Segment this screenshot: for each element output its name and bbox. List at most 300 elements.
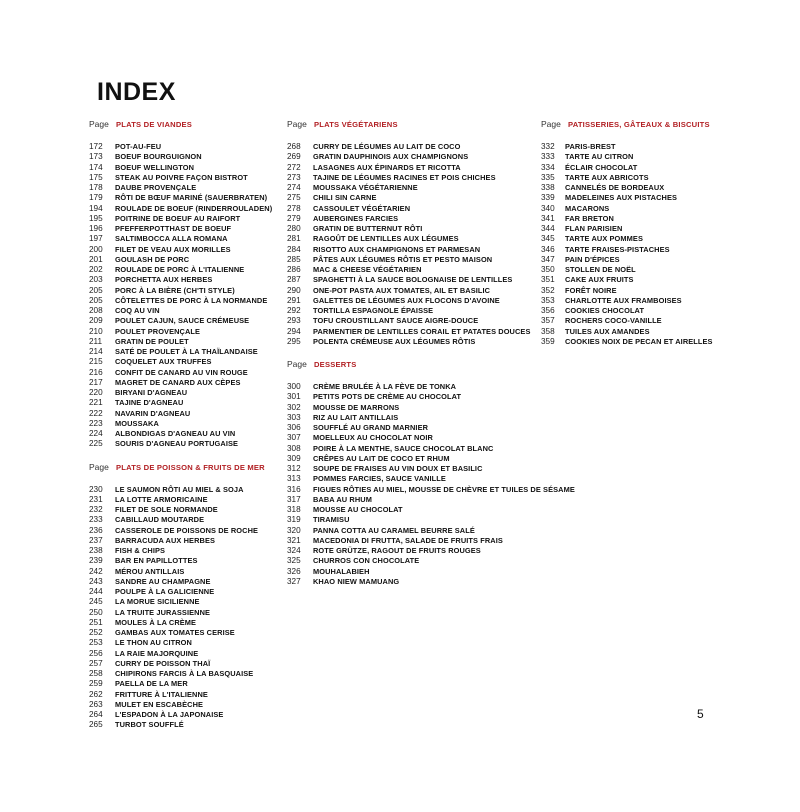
index-entry bbox=[541, 183, 713, 193]
entry-recipe-title: GALETTES DE LÉGUMES AUX FLOCONS D'AVOINE bbox=[313, 295, 500, 305]
entry-recipe-title: ROTE GRÜTZE, RAGOUT DE FRUITS ROUGES bbox=[313, 546, 481, 555]
entry-page-number: 319 bbox=[287, 515, 301, 525]
page-number: 5 bbox=[697, 707, 704, 721]
entry-recipe-title: STOLLEN DE NOËL bbox=[565, 265, 636, 274]
entry-page-number: 211 bbox=[89, 336, 103, 346]
entry-recipe-title: POMMES FARCIES, SAUCE VANILLE bbox=[313, 474, 446, 484]
index-entry bbox=[89, 183, 272, 193]
entry-page-number: 233 bbox=[89, 515, 103, 525]
index-entry bbox=[287, 444, 575, 454]
entry-page-number: 203 bbox=[89, 275, 103, 285]
section-header-viandes bbox=[89, 119, 272, 133]
entry-page-number: 238 bbox=[89, 546, 103, 555]
index-entry bbox=[89, 255, 272, 265]
index-entry bbox=[541, 255, 713, 265]
entry-recipe-title: POITRINE DE BOEUF AU RAIFORT bbox=[115, 213, 241, 223]
index-column-2 bbox=[287, 119, 575, 587]
entry-recipe-title: POULET PROVENÇALE bbox=[115, 326, 201, 336]
entry-page-number: 302 bbox=[287, 402, 301, 412]
entry-page-number: 292 bbox=[287, 306, 301, 315]
index-entry bbox=[89, 357, 272, 367]
entry-recipe-title: TARTE AUX POMMES bbox=[565, 234, 643, 244]
entry-page-number: 225 bbox=[89, 439, 103, 449]
entry-page-number: 290 bbox=[287, 285, 301, 295]
entry-page-number: 196 bbox=[89, 224, 103, 233]
index-entry bbox=[287, 495, 575, 505]
entry-page-number: 222 bbox=[89, 408, 103, 418]
index-entry bbox=[287, 152, 575, 162]
entry-recipe-title: TAJINE D'AGNEAU bbox=[115, 398, 184, 408]
entry-recipe-title: SOURIS D'AGNEAU PORTUGAISE bbox=[115, 439, 239, 449]
index-entry bbox=[89, 327, 272, 337]
entry-page-number: 340 bbox=[541, 203, 555, 213]
entry-recipe-title: LA TRUITE JURASSIENNE bbox=[115, 607, 211, 617]
entries-poisson bbox=[89, 485, 272, 731]
index-entry bbox=[89, 347, 272, 357]
index-entry bbox=[287, 296, 575, 306]
entry-recipe-title: POLENTA CRÉMEUSE AUX LÉGUMES RÔTIS bbox=[313, 336, 476, 346]
entry-recipe-title: PORCHETTA AUX HERBES bbox=[115, 275, 213, 285]
entry-recipe-title: FRITTURE À L'ITALIENNE bbox=[115, 689, 208, 699]
entry-page-number: 245 bbox=[89, 597, 103, 607]
entry-page-number: 264 bbox=[89, 710, 103, 719]
entry-recipe-title: CAKE AUX FRUITS bbox=[565, 275, 634, 285]
index-entry bbox=[541, 163, 713, 173]
entry-recipe-title: COOKIES CHOCOLAT bbox=[565, 306, 645, 315]
index-entry bbox=[287, 515, 575, 525]
entry-page-number: 173 bbox=[89, 152, 103, 162]
index-column-1 bbox=[89, 119, 272, 731]
index-entry bbox=[287, 413, 575, 423]
page-label: Page bbox=[287, 359, 307, 369]
entry-page-number: 178 bbox=[89, 183, 103, 192]
section-title-viandes: PLATS DE VIANDES bbox=[116, 120, 193, 129]
entry-page-number: 202 bbox=[89, 265, 103, 274]
index-entry bbox=[89, 378, 272, 388]
index-entry bbox=[287, 204, 575, 214]
entry-recipe-title: CRÈME BRULÉE À LA FÈVE DE TONKA bbox=[313, 382, 457, 391]
entry-page-number: 301 bbox=[287, 392, 301, 402]
index-entry bbox=[89, 234, 272, 244]
entry-recipe-title: SATÉ DE POULET À LA THAÏLANDAISE bbox=[115, 347, 258, 356]
entry-recipe-title: MULET EN ESCABÈCHE bbox=[115, 699, 204, 709]
entry-page-number: 351 bbox=[541, 275, 555, 285]
entry-page-number: 209 bbox=[89, 316, 103, 326]
entry-recipe-title: FLAN PARISIEN bbox=[565, 224, 623, 233]
entry-page-number: 253 bbox=[89, 638, 103, 648]
entry-recipe-title: PAIN D'ÉPICES bbox=[565, 254, 620, 264]
entry-page-number: 263 bbox=[89, 699, 103, 709]
entry-page-number: 325 bbox=[287, 556, 301, 566]
entry-page-number: 344 bbox=[541, 224, 555, 233]
entries-vegetariens bbox=[287, 142, 575, 347]
entry-page-number: 324 bbox=[287, 546, 301, 555]
entry-recipe-title: GOULASH DE PORC bbox=[115, 254, 190, 264]
entry-recipe-title: RISOTTO AUX CHAMPIGNONS ET PARMESAN bbox=[313, 244, 481, 254]
entry-recipe-title: FILET DE SOLE NORMANDE bbox=[115, 505, 218, 514]
entry-page-number: 259 bbox=[89, 679, 103, 689]
entry-recipe-title: MOELLEUX AU CHOCOLAT NOIR bbox=[313, 433, 433, 443]
section-title-desserts: DESSERTS bbox=[314, 360, 357, 369]
entry-recipe-title: MOUHALABIEH bbox=[313, 566, 370, 576]
section-header-desserts bbox=[287, 359, 575, 373]
entry-recipe-title: PANNA COTTA AU CARAMEL BEURRE SALÉ bbox=[313, 525, 475, 535]
entry-page-number: 208 bbox=[89, 306, 103, 315]
entry-page-number: 316 bbox=[287, 484, 301, 494]
index-entry bbox=[541, 234, 713, 244]
index-entry bbox=[89, 495, 272, 505]
entry-recipe-title: TURBOT SOUFFLÉ bbox=[115, 720, 184, 730]
index-entry bbox=[89, 546, 272, 556]
entry-recipe-title: MACARONS bbox=[565, 203, 610, 213]
index-entry bbox=[89, 690, 272, 700]
entry-recipe-title: FIGUES RÔTIES AU MIEL, MOUSSE DE CHÈVRE ET TUILES DE SÉSAME bbox=[313, 484, 575, 494]
index-entry bbox=[287, 382, 575, 392]
entry-page-number: 303 bbox=[287, 412, 301, 422]
entry-page-number: 338 bbox=[541, 183, 555, 192]
entry-page-number: 317 bbox=[287, 494, 301, 504]
entry-page-number: 201 bbox=[89, 254, 103, 264]
entry-recipe-title: MOUSSE AU CHOCOLAT bbox=[313, 505, 403, 514]
entry-recipe-title: COOKIES NOIX DE PECAN ET AIRELLES bbox=[565, 336, 713, 346]
entry-recipe-title: CÔTELETTES DE PORC À LA NORMANDE bbox=[115, 295, 268, 305]
entry-recipe-title: FISH & CHIPS bbox=[115, 546, 166, 555]
index-entry bbox=[287, 474, 575, 484]
index-entry bbox=[89, 316, 272, 326]
entry-recipe-title: PFEFFERPOTTHAST DE BOEUF bbox=[115, 224, 232, 233]
entry-page-number: 345 bbox=[541, 234, 555, 244]
entry-recipe-title: BABA AU RHUM bbox=[313, 494, 372, 504]
entry-recipe-title: LE SAUMON RÔTI AU MIEL & SOJA bbox=[115, 484, 244, 494]
entry-page-number: 272 bbox=[287, 162, 301, 172]
index-entry bbox=[287, 567, 575, 577]
entry-page-number: 359 bbox=[541, 336, 555, 346]
index-entry bbox=[287, 546, 575, 556]
page-title: INDEX bbox=[97, 78, 176, 106]
index-entry bbox=[541, 286, 713, 296]
index-entry bbox=[287, 403, 575, 413]
index-entry bbox=[287, 193, 575, 203]
entry-page-number: 358 bbox=[541, 326, 555, 336]
index-entry bbox=[89, 398, 272, 408]
entry-page-number: 294 bbox=[287, 326, 301, 336]
index-entry bbox=[287, 526, 575, 536]
entry-page-number: 269 bbox=[287, 152, 301, 162]
index-entry bbox=[89, 608, 272, 618]
entry-recipe-title: BAR EN PAPILLOTTES bbox=[115, 556, 198, 566]
index-entry bbox=[89, 567, 272, 577]
index-column-3 bbox=[541, 119, 713, 347]
entry-recipe-title: CHARLOTTE AUX FRAMBOISES bbox=[565, 295, 682, 305]
index-entry bbox=[287, 316, 575, 326]
index-entry bbox=[89, 587, 272, 597]
section-header-vegetariens bbox=[287, 119, 575, 133]
entry-page-number: 306 bbox=[287, 423, 301, 432]
entry-recipe-title: BARRACUDA AUX HERBES bbox=[115, 535, 215, 545]
entry-page-number: 215 bbox=[89, 357, 103, 367]
index-entry bbox=[541, 204, 713, 214]
entry-recipe-title: AUBERGINES FARCIES bbox=[313, 213, 399, 223]
entry-recipe-title: MACEDONIA DI FRUTTA, SALADE DE FRUITS FRAIS bbox=[313, 535, 503, 545]
entry-page-number: 326 bbox=[287, 566, 301, 576]
index-entry bbox=[287, 556, 575, 566]
entry-page-number: 258 bbox=[89, 669, 103, 678]
entry-page-number: 217 bbox=[89, 377, 103, 387]
entry-recipe-title: MAC & CHEESE VÉGÉTARIEN bbox=[313, 265, 422, 274]
page-label: Page bbox=[287, 119, 307, 129]
index-entry bbox=[89, 142, 272, 152]
entry-page-number: 327 bbox=[287, 576, 301, 586]
index-entry bbox=[541, 316, 713, 326]
entry-page-number: 243 bbox=[89, 576, 103, 586]
entry-page-number: 174 bbox=[89, 162, 103, 172]
index-entry bbox=[287, 485, 575, 495]
entry-page-number: 295 bbox=[287, 336, 301, 346]
entry-recipe-title: SOUFFLÉ AU GRAND MARNIER bbox=[313, 423, 429, 432]
entry-page-number: 312 bbox=[287, 464, 301, 473]
section-header-patisseries bbox=[541, 119, 713, 133]
index-entry bbox=[89, 419, 272, 429]
entry-recipe-title: GRATIN DE BUTTERNUT RÔTI bbox=[313, 224, 423, 233]
entry-page-number: 231 bbox=[89, 494, 103, 504]
index-entry bbox=[287, 577, 575, 587]
index-entry bbox=[541, 327, 713, 337]
index-entry bbox=[89, 152, 272, 162]
entry-recipe-title: LASAGNES AUX ÉPINARDS ET RICOTTA bbox=[313, 162, 461, 172]
section-title-vegetariens: PLATS VÉGÉTARIENS bbox=[314, 120, 398, 129]
index-entry bbox=[89, 679, 272, 689]
entry-page-number: 309 bbox=[287, 453, 301, 463]
index-entry bbox=[287, 234, 575, 244]
entry-recipe-title: CURRY DE POISSON THAÏ bbox=[115, 658, 211, 668]
entry-page-number: 232 bbox=[89, 505, 103, 514]
entry-page-number: 250 bbox=[89, 607, 103, 617]
entry-page-number: 356 bbox=[541, 306, 555, 315]
entry-recipe-title: CONFIT DE CANARD AU VIN ROUGE bbox=[115, 367, 248, 377]
entry-recipe-title: LA RAIE MAJORQUINE bbox=[115, 648, 199, 658]
index-entry bbox=[89, 429, 272, 439]
index-entry bbox=[89, 337, 272, 347]
entry-page-number: 200 bbox=[89, 244, 103, 254]
entry-recipe-title: BOEUF WELLINGTON bbox=[115, 162, 195, 172]
index-entry bbox=[89, 439, 272, 449]
entry-recipe-title: COQ AU VIN bbox=[115, 306, 160, 315]
entry-recipe-title: SPAGHETTI À LA SAUCE BOLOGNAISE DE LENTILLES bbox=[313, 275, 513, 285]
entries-desserts bbox=[287, 382, 575, 587]
index-entry bbox=[89, 245, 272, 255]
entry-recipe-title: CURRY DE LÉGUMES AU LAIT DE COCO bbox=[313, 142, 461, 151]
entry-page-number: 321 bbox=[287, 535, 301, 545]
entry-recipe-title: TOFU CROUSTILLANT SAUCE AIGRE-DOUCE bbox=[313, 316, 479, 326]
entry-recipe-title: SOUPE DE FRAISES AU VIN DOUX ET BASILIC bbox=[313, 464, 483, 473]
entry-page-number: 210 bbox=[89, 326, 103, 336]
entries-patisseries bbox=[541, 142, 713, 347]
index-entry bbox=[89, 669, 272, 679]
section-header-poisson bbox=[89, 462, 272, 476]
index-entry bbox=[89, 515, 272, 525]
index-entry bbox=[89, 163, 272, 173]
entry-page-number: 353 bbox=[541, 295, 555, 305]
page-label: Page bbox=[89, 119, 109, 129]
entry-recipe-title: MOUSSE DE MARRONS bbox=[313, 402, 400, 412]
entry-recipe-title: POULPE À LA GALICIENNE bbox=[115, 587, 215, 596]
entry-recipe-title: MOUSSAKA bbox=[115, 418, 159, 428]
entry-page-number: 278 bbox=[287, 203, 301, 213]
index-entry bbox=[89, 649, 272, 659]
entry-page-number: 318 bbox=[287, 505, 301, 514]
entry-recipe-title: POT-AU-FEU bbox=[115, 142, 162, 151]
index-entry bbox=[89, 618, 272, 628]
index-entry bbox=[89, 224, 272, 234]
entry-recipe-title: GRATIN DAUPHINOIS AUX CHAMPIGNONS bbox=[313, 152, 469, 162]
entry-recipe-title: PETITS POTS DE CRÈME AU CHOCOLAT bbox=[313, 392, 462, 402]
entry-page-number: 313 bbox=[287, 474, 301, 484]
entry-recipe-title: POULET CAJUN, SAUCE CRÉMEUSE bbox=[115, 316, 250, 326]
entry-page-number: 257 bbox=[89, 658, 103, 668]
index-entry bbox=[541, 214, 713, 224]
entry-page-number: 291 bbox=[287, 295, 301, 305]
entry-page-number: 347 bbox=[541, 254, 555, 264]
entry-recipe-title: CHIPIRONS FARCIS À LA BASQUAISE bbox=[115, 669, 254, 678]
entry-recipe-title: PARIS-BREST bbox=[565, 142, 616, 151]
entry-recipe-title: TARTE FRAISES-PISTACHES bbox=[565, 244, 670, 254]
index-entry bbox=[287, 433, 575, 443]
entry-recipe-title: CASSOULET VÉGÉTARIEN bbox=[313, 203, 411, 213]
entry-page-number: 268 bbox=[287, 142, 301, 151]
index-entry bbox=[287, 337, 575, 347]
entry-page-number: 275 bbox=[287, 193, 301, 203]
entry-page-number: 284 bbox=[287, 244, 301, 254]
index-entry bbox=[541, 275, 713, 285]
entry-recipe-title: LA MORUE SICILIENNE bbox=[115, 597, 200, 607]
entry-page-number: 281 bbox=[287, 234, 301, 244]
entry-page-number: 273 bbox=[287, 172, 301, 182]
index-entry bbox=[89, 275, 272, 285]
entry-page-number: 195 bbox=[89, 213, 103, 223]
entry-page-number: 237 bbox=[89, 535, 103, 545]
entry-page-number: 287 bbox=[287, 275, 301, 285]
entry-page-number: 307 bbox=[287, 433, 301, 443]
entry-recipe-title: MÉROU ANTILLAIS bbox=[115, 566, 185, 576]
entry-recipe-title: CABILLAUD MOUTARDE bbox=[115, 515, 205, 525]
entry-recipe-title: BOEUF BOURGUIGNON bbox=[115, 152, 202, 162]
entry-page-number: 194 bbox=[89, 203, 103, 213]
entry-recipe-title: MAGRET DE CANARD AUX CÈPES bbox=[115, 377, 241, 387]
index-entry bbox=[89, 388, 272, 398]
entry-recipe-title: TARTE AU CITRON bbox=[565, 152, 634, 162]
entry-recipe-title: ROULADE DE BOEUF (RINDERROULADEN) bbox=[115, 203, 273, 213]
section-title-poisson: PLATS DE POISSON & FRUITS DE MER bbox=[116, 462, 265, 472]
index-entry bbox=[89, 577, 272, 587]
entry-recipe-title: ONE-POT PASTA AUX TOMATES, AIL ET BASILIC bbox=[313, 285, 491, 295]
entry-page-number: 346 bbox=[541, 244, 555, 254]
entry-page-number: 308 bbox=[287, 443, 301, 453]
index-entry bbox=[287, 327, 575, 337]
entry-page-number: 286 bbox=[287, 265, 301, 274]
entry-page-number: 293 bbox=[287, 316, 301, 326]
entry-recipe-title: MOULES À LA CRÈME bbox=[115, 617, 197, 627]
index-entry bbox=[287, 183, 575, 193]
entry-recipe-title: CRÊPES AU LAIT DE COCO ET RHUM bbox=[313, 453, 450, 463]
entry-recipe-title: PAELLA DE LA MER bbox=[115, 679, 188, 689]
index-entry bbox=[541, 265, 713, 275]
entry-recipe-title: TAJINE DE LÉGUMES RACINES ET POIS CHICHES bbox=[313, 172, 496, 182]
entry-recipe-title: PORC À LA BIÈRE (CH'TI STYLE) bbox=[115, 285, 235, 295]
entry-recipe-title: SALTIMBOCCA ALLA ROMANA bbox=[115, 234, 228, 244]
index-entry bbox=[89, 710, 272, 720]
entry-page-number: 300 bbox=[287, 382, 301, 391]
entry-recipe-title: POIRE À LA MENTHE, SAUCE CHOCOLAT BLANC bbox=[313, 443, 494, 453]
entry-recipe-title: COQUELET AUX TRUFFES bbox=[115, 357, 212, 367]
index-entry bbox=[287, 214, 575, 224]
index-entry bbox=[89, 628, 272, 638]
entry-recipe-title: GAMBAS AUX TOMATES CERISE bbox=[115, 628, 235, 637]
entry-page-number: 334 bbox=[541, 162, 555, 172]
index-entry bbox=[89, 536, 272, 546]
entry-recipe-title: RÔTI DE BŒUF MARINÉ (SAUERBRATEN) bbox=[115, 193, 268, 203]
index-entry bbox=[287, 306, 575, 316]
index-entry bbox=[287, 392, 575, 402]
index-entry bbox=[89, 485, 272, 495]
entry-page-number: 230 bbox=[89, 484, 103, 494]
index-entry bbox=[287, 275, 575, 285]
entry-recipe-title: SANDRE AU CHAMPAGNE bbox=[115, 576, 211, 586]
index-entry bbox=[89, 193, 272, 203]
entry-page-number: 256 bbox=[89, 648, 103, 658]
entry-recipe-title: ÉCLAIR CHOCOLAT bbox=[565, 162, 638, 172]
index-entry bbox=[541, 306, 713, 316]
entry-page-number: 216 bbox=[89, 367, 103, 377]
entry-recipe-title: RIZ AU LAIT ANTILLAIS bbox=[313, 412, 399, 422]
entry-page-number: 221 bbox=[89, 398, 103, 408]
index-entry bbox=[287, 224, 575, 234]
index-entry bbox=[89, 597, 272, 607]
index-entry bbox=[287, 454, 575, 464]
index-entry bbox=[89, 204, 272, 214]
entry-recipe-title: LE THON AU CITRON bbox=[115, 638, 192, 648]
page-label: Page bbox=[541, 119, 561, 129]
index-entry bbox=[541, 296, 713, 306]
index-entry bbox=[89, 286, 272, 296]
entry-recipe-title: DAUBE PROVENÇALE bbox=[115, 183, 197, 192]
entry-page-number: 214 bbox=[89, 347, 103, 356]
entry-page-number: 172 bbox=[89, 142, 103, 151]
index-entry bbox=[89, 700, 272, 710]
entry-page-number: 265 bbox=[89, 720, 103, 730]
index-entry bbox=[89, 173, 272, 183]
entry-recipe-title: PÂTES AUX LÉGUMES RÔTIS ET PESTO MAISON bbox=[313, 254, 493, 264]
index-entry bbox=[541, 193, 713, 203]
entry-recipe-title: TORTILLA ESPAGNOLE ÉPAISSE bbox=[313, 306, 434, 315]
index-entry bbox=[89, 306, 272, 316]
index-entry bbox=[541, 337, 713, 347]
entry-page-number: 224 bbox=[89, 429, 103, 438]
entries-viandes bbox=[89, 142, 272, 450]
entry-page-number: 352 bbox=[541, 285, 555, 295]
index-entry bbox=[287, 286, 575, 296]
entry-recipe-title: TIRAMISU bbox=[313, 515, 350, 525]
index-entry bbox=[89, 409, 272, 419]
index-entry bbox=[89, 659, 272, 669]
index-entry bbox=[287, 163, 575, 173]
entry-recipe-title: STEAK AU POIVRE FAÇON BISTROT bbox=[115, 172, 248, 182]
entry-recipe-title: L'ESPADON À LA JAPONAISE bbox=[115, 710, 224, 719]
entry-page-number: 274 bbox=[287, 183, 301, 192]
entry-recipe-title: MOUSSAKA VÉGÉTARIENNE bbox=[313, 183, 418, 192]
entry-recipe-title: BIRYANI D'AGNEAU bbox=[115, 388, 188, 397]
index-entry bbox=[89, 720, 272, 730]
index-entry bbox=[287, 173, 575, 183]
